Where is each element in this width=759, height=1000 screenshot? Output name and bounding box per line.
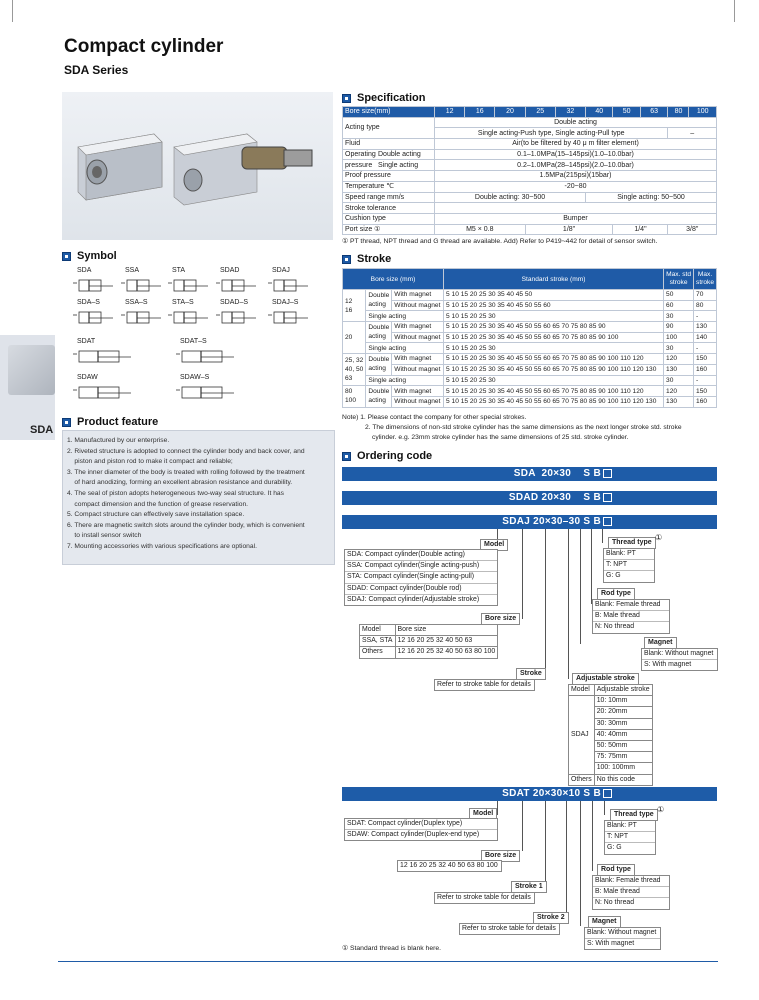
spec-bore: 32 [555, 107, 585, 118]
spec-label: Acting type [343, 117, 435, 138]
option-item: G: G [607, 844, 622, 852]
order-code-sda [342, 467, 717, 481]
leader-line [602, 529, 603, 543]
label-model: Model [480, 539, 508, 551]
stroke-max-std: 30 [664, 311, 694, 322]
spec-value: 3/8" [668, 224, 717, 235]
stroke-max: 160 [694, 364, 717, 375]
order-code-text: SDAT 20×30×10 S B [502, 788, 601, 799]
symbol-label: SDAJ [272, 267, 290, 274]
spec-value: 1/8" [525, 224, 613, 235]
thread2-list [604, 820, 656, 855]
option-item: N: No thread [595, 623, 635, 631]
order-code-text: SDAJ 20×30–30 S B [502, 516, 601, 527]
leader-line [522, 529, 523, 619]
leader-line [604, 801, 605, 815]
symbol-label: STA–S [172, 299, 194, 306]
stroke-std: 5 10 15 20 25 30 [444, 375, 664, 386]
stroke-act [366, 290, 392, 311]
stroke-max: - [694, 375, 717, 386]
stroke-bore-text: 63 [345, 375, 353, 383]
feature-heading: Product feature [62, 416, 158, 428]
stroke-type: With magnet [392, 290, 444, 301]
stroke-row [343, 364, 717, 375]
stroke-max: 80 [694, 300, 717, 311]
section-bullet-icon [62, 252, 71, 261]
stroke-act: Single acting [366, 375, 444, 386]
stroke-std: 5 10 15 20 25 30 35 40 45 50 55 60 65 70 75 80 85 90 100 110 120 130 [444, 396, 664, 407]
stroke-type: Without magnet [392, 300, 444, 311]
cylinder-symbol-icon [73, 311, 117, 325]
adj-value: 75: 75mm [594, 752, 652, 763]
bore2-values: 12 16 20 25 32 40 50 63 80 100 [400, 862, 498, 869]
leader-line [568, 529, 569, 679]
stroke-act [366, 322, 392, 343]
spec-value: Single acting-Push type, Single acting-Pull type [435, 128, 668, 139]
spec-bore: 12 [435, 107, 465, 118]
spec-label: Operating [345, 151, 376, 159]
option-item: Blank: Female thread [593, 876, 669, 887]
stroke-std: 5 10 15 20 25 30 35 40 45 50 55 60 65 70 75 80 85 90 100 110 120 130 [444, 364, 664, 375]
adj-model: Others [569, 774, 595, 785]
symbol-label: SDAD [220, 267, 240, 274]
spec-bore: 25 [525, 107, 555, 118]
stroke-max-std: 60 [664, 300, 694, 311]
cylinder-symbol-icon [216, 279, 260, 293]
code-box [603, 789, 612, 798]
spec-label: Single acting [378, 161, 419, 169]
stroke-bore [343, 290, 366, 322]
cylinder-symbol-icon [268, 279, 312, 293]
stroke-max: - [694, 343, 717, 354]
stroke-std: 5 10 15 20 25 30 35 40 45 50 55 60 65 70 75 80 85 90 100 110 120 [444, 386, 664, 397]
rod-list [592, 599, 670, 634]
feature-item: piston and piston rod to make it compact and reliable; [67, 458, 233, 466]
option-item: N: No thread [595, 899, 635, 907]
option-item: SSA: Compact cylinder(Single acting-push) [345, 561, 497, 572]
bore2-list [397, 860, 502, 872]
stroke-act [366, 386, 392, 407]
label-model-2: Model [469, 808, 497, 820]
stroke-max-std: 30 [664, 343, 694, 354]
stroke-act-text: acting [368, 365, 386, 373]
label-stroke: Stroke [516, 668, 546, 680]
stroke-max-std: 30 [664, 375, 694, 386]
stroke-std: 5 10 15 20 25 30 [444, 311, 664, 322]
spec-table [342, 106, 717, 235]
spec-label: Double acting [378, 151, 421, 159]
symbol-label: SDA–S [77, 299, 100, 306]
spec-op-label-cell [343, 149, 435, 160]
spec-label: Speed range mm/s [343, 192, 435, 203]
symbol-label: SSA [125, 267, 140, 274]
leader-line [591, 529, 592, 604]
adjustable-stroke-table [568, 684, 653, 786]
side-tab-photo [8, 345, 55, 395]
stroke-std: 5 10 15 20 25 30 35 40 45 50 55 60 65 70 75 80 85 90 100 110 120 [444, 354, 664, 365]
stroke-row [343, 386, 717, 397]
option-item: Blank: PT [604, 549, 654, 560]
ordering-heading: Ordering code [342, 450, 432, 462]
stroke-bore-text: 40, 50 [345, 366, 364, 374]
footnote: ① Standard thread is blank here. [342, 945, 442, 952]
stroke-row [343, 311, 717, 322]
stroke-col-std: Standard stroke (mm) [444, 269, 664, 290]
label-stroke-1: Stroke 1 [511, 881, 547, 893]
stroke-act-text: Double [368, 388, 390, 396]
spec-value: 0.1–1.0MPa(15–145psi)(1.0–10.0bar) [435, 149, 717, 160]
spec-bore-label: Bore size(mm) [343, 107, 435, 118]
stroke2-ref-text: Refer to stroke table for details [462, 925, 556, 932]
label-stroke-2: Stroke 2 [533, 912, 569, 924]
stroke-std: 5 10 15 20 25 30 [444, 343, 664, 354]
stroke-note-1: Note) 1. Please contact the company for other special strokes. [342, 414, 527, 421]
stroke-max-std: 50 [664, 290, 694, 301]
option-item: T: NPT [604, 560, 654, 571]
stroke1-ref-text: Refer to stroke table for details [437, 894, 531, 901]
spec-bore: 50 [613, 107, 640, 118]
stroke-row [343, 396, 717, 407]
page-title: Compact cylinder [64, 36, 224, 57]
bore-size-table [359, 624, 498, 659]
spec-bore: 40 [586, 107, 613, 118]
option-item: SDAD: Compact cylinder(Double rod) [345, 584, 497, 595]
stroke-act-text: Double [368, 324, 390, 332]
spec-note: ① PT thread, NPT thread and G thread are available. Add) Refer to P419~442 for detail of sensor switch. [342, 238, 658, 245]
adj-value: 20: 20mm [594, 707, 652, 718]
stroke-act-text: acting [368, 301, 386, 309]
stroke-max-std: 120 [664, 386, 694, 397]
cylinder-symbol-icon [73, 350, 133, 364]
spec-label: Fluid [343, 139, 435, 150]
symbol-label: SDAJ–S [272, 299, 299, 306]
spec-bore: 16 [465, 107, 495, 118]
option-item: S: With magnet [644, 661, 692, 669]
symbol-heading: Symbol [62, 250, 117, 262]
stroke-max: 70 [694, 290, 717, 301]
spec-value: Single acting: 50~500 [586, 192, 717, 203]
feature-item: of hard anodizing, forming an excellent abrasion resistance and durability. [67, 479, 293, 487]
stroke-type: With magnet [392, 386, 444, 397]
spec-op-label-cell [343, 160, 435, 171]
feature-item: to install sensor switch [67, 532, 142, 540]
spec-label: Stroke tolerance [343, 203, 435, 214]
stroke-note-2: 2. The dimensions of non-std stroke cylinder has the same dimensions as the next longer stroke std. stroke [365, 424, 682, 431]
feature-item: 2. Riveted structure is adopted to connect the cylinder body and back cover, and [67, 447, 305, 455]
bore-row [360, 647, 498, 658]
stroke-bore-text: 100 [345, 397, 357, 405]
bore-cell: Bore size [395, 625, 498, 636]
magnet-list [641, 648, 718, 671]
stroke-bore-text: 20 [345, 334, 353, 342]
stroke-heading: Stroke [342, 253, 391, 265]
cylinder-symbol-icon [176, 350, 236, 364]
stroke-type: Without magnet [392, 332, 444, 343]
leader-line [580, 801, 581, 926]
stroke-row [343, 354, 717, 365]
stroke-row [343, 300, 717, 311]
stroke-type: Without magnet [392, 396, 444, 407]
option-item: Blank: PT [605, 821, 655, 832]
label-rod-type: Rod type [597, 588, 635, 600]
option-item: Blank: Without magnet [642, 649, 717, 660]
stroke-max: 140 [694, 332, 717, 343]
stroke-std: 5 10 15 20 25 30 35 40 45 50 55 60 65 70 75 80 85 90 [444, 322, 664, 333]
stroke-max: 130 [694, 322, 717, 333]
feature-item: 1. Manufactured by our enterprise. [67, 437, 170, 444]
stroke-act-text: acting [368, 333, 386, 341]
stroke-act [366, 354, 392, 375]
stroke2-ref [459, 923, 560, 935]
product-photo [62, 92, 333, 240]
side-tab-label: SDA [30, 424, 54, 436]
feature-box [62, 430, 335, 565]
symbol-label: SSA–S [125, 299, 148, 306]
model-list [344, 549, 498, 606]
stroke-col-bore: Bore size (mm) [343, 269, 444, 290]
stroke-std: 5 10 15 20 25 30 35 40 45 50 55 60 65 70 75 80 85 90 100 [444, 332, 664, 343]
spec-value: Double acting [435, 117, 717, 128]
series-subtitle: SDA Series [64, 63, 129, 77]
stroke-max: 160 [694, 396, 717, 407]
label-magnet: Magnet [644, 637, 677, 649]
bore-cell: 12 16 20 25 32 40 50 63 [395, 636, 498, 647]
label-adjustable-stroke: Adjustable stroke [572, 673, 639, 685]
stroke-row [343, 375, 717, 386]
adj-row [569, 696, 653, 707]
adj-model: SDAJ [569, 696, 595, 774]
stroke-max: 150 [694, 354, 717, 365]
stroke-row [343, 322, 717, 333]
label-bore-size: Bore size [481, 613, 520, 625]
stroke-act-text: Double [368, 292, 390, 300]
spec-label: Temperature ℃ [343, 181, 435, 192]
spec-value: M5 × 0.8 [435, 224, 526, 235]
stroke-act-text: acting [368, 397, 386, 405]
magnet2-list [584, 927, 661, 950]
spec-bore: 80 [668, 107, 689, 118]
spec-value: -20~80 [435, 181, 717, 192]
spec-label: Proof pressure [343, 171, 435, 182]
stroke-act: Single acting [366, 343, 444, 354]
model2-list [344, 818, 498, 841]
thread-mark-2: ① [657, 805, 665, 814]
adj-value: 40: 40mm [594, 729, 652, 740]
adj-value: 10: 10mm [594, 696, 652, 707]
code-box [603, 469, 612, 478]
crop-mark-tr [734, 0, 735, 22]
leader-line [522, 801, 523, 851]
stroke-col-max2: Max. stroke [694, 269, 717, 290]
code-box [603, 517, 612, 526]
stroke-table [342, 268, 717, 408]
section-bullet-icon [342, 94, 351, 103]
option-item: T: NPT [605, 832, 655, 843]
bore-cell: SSA, STA [360, 636, 396, 647]
label-magnet-2: Magnet [588, 916, 621, 928]
spec-value: 0.2–1.0MPa(28–145psi)(2.0–10.0bar) [435, 160, 717, 171]
bottom-rule [58, 961, 718, 962]
stroke-type: With magnet [392, 322, 444, 333]
adj-value: No this code [594, 774, 652, 785]
leader-line [580, 529, 581, 644]
option-item: SDAW: Compact cylinder(Duplex-end type) [347, 831, 480, 839]
adj-head: Model [569, 685, 595, 696]
stroke-row [343, 332, 717, 343]
adj-value: 50: 50mm [594, 741, 652, 752]
feature-item: 5. Compact structure can effectively save installation space. [67, 511, 245, 519]
stroke-max: - [694, 311, 717, 322]
cylinder-symbol-icon [168, 279, 212, 293]
thread-mark: ① [655, 533, 663, 542]
stroke-bore-text: 80 [345, 388, 353, 396]
cylinder-symbol-icon [268, 311, 312, 325]
cylinder-symbol-icon [121, 279, 165, 293]
spec-label: Cushion type [343, 213, 435, 224]
stroke-max-std: 130 [664, 364, 694, 375]
option-item: Blank: Female thread [593, 600, 669, 611]
order-code-sdat [342, 787, 717, 801]
stroke-std: 5 10 15 20 25 30 35 40 45 50 [444, 290, 664, 301]
leader-line [545, 801, 546, 886]
spec-value: 1.5MPa(215psi)(15bar) [435, 171, 717, 182]
stroke-type: With magnet [392, 354, 444, 365]
code-box [603, 493, 612, 502]
stroke-ref [434, 679, 535, 691]
crop-mark-tl [12, 0, 13, 22]
feature-item: 7. Mounting accessories with various specifications are optional. [67, 542, 257, 550]
option-item: SDAT: Compact cylinder(Duplex type) [345, 819, 497, 830]
symbol-label: SDAW [77, 374, 98, 381]
stroke-col-max1: Max. std stroke [664, 269, 694, 290]
label-rod-type-2: Rod type [597, 864, 635, 876]
stroke-max: 150 [694, 386, 717, 397]
adj-head: Adjustable stroke [594, 685, 652, 696]
symbol-area [62, 264, 337, 410]
bore-row [360, 636, 498, 647]
symbol-label: SDAT–S [180, 338, 207, 345]
spec-value: Double acting: 30~500 [435, 192, 586, 203]
spec-value: 1/4" [613, 224, 668, 235]
spec-value: Air(to be filtered by 40 μ m filter element) [435, 139, 717, 150]
symbol-label: SDA [77, 267, 92, 274]
bore-row [360, 625, 498, 636]
spec-bore: 100 [689, 107, 717, 118]
option-item: Blank: Without magnet [585, 928, 660, 939]
stroke-act-text: Double [368, 356, 390, 364]
section-bullet-icon [62, 418, 71, 427]
cylinder-symbol-icon [73, 279, 117, 293]
option-item: S: With magnet [587, 940, 635, 948]
option-item: SDA: Compact cylinder(Double acting) [345, 550, 497, 561]
order-code-text: SDAD 20×30 S B [508, 492, 601, 503]
feature-item: 4. The seal of piston adopts heterogeneous two-way seal structure. It has [67, 489, 284, 497]
cylinder-symbol-icon [168, 311, 212, 325]
feature-item: 3. The inner diameter of the body is treated with rolling followed by the treatment [67, 468, 305, 476]
spec-value: Bumper [435, 213, 717, 224]
option-item: SDAJ: Compact cylinder(Adjustable stroke) [347, 595, 480, 603]
thread2-label-text: Thread type [614, 811, 654, 818]
adj-head-row [569, 685, 653, 696]
thread-list [603, 548, 655, 583]
option-item: STA: Compact cylinder(Single acting-pull) [345, 572, 497, 583]
stroke-bore-text: 25, 32 [345, 357, 364, 365]
bore-cell: 12 16 20 25 32 40 50 63 80 100 [395, 647, 498, 658]
stroke-act: Single acting [366, 311, 444, 322]
spec-bore: 20 [495, 107, 525, 118]
spec-heading: Specification [342, 92, 425, 104]
stroke-bore [343, 354, 366, 386]
cylinder-symbol-icon [216, 311, 260, 325]
stroke-type: Without magnet [392, 364, 444, 375]
cylinder-symbol-icon [121, 311, 165, 325]
rod2-list [592, 875, 670, 910]
order-code-sdad [342, 491, 717, 505]
option-item: B: Male thread [593, 611, 669, 622]
symbol-label: SDAD–S [220, 299, 249, 306]
cylinder-symbol-icon [73, 386, 133, 400]
feature-item: 6. There are magnetic switch slots around the cylinder body, which is convenient [67, 521, 305, 529]
spec-bore: 63 [640, 107, 668, 118]
spec-label: Port size ① [343, 224, 435, 235]
adj-value: 30: 30mm [594, 718, 652, 729]
symbol-label: SDAT [77, 338, 96, 345]
stroke-bore [343, 386, 366, 407]
symbol-label: STA [172, 267, 186, 274]
option-item: B: Male thread [593, 887, 669, 898]
order-code-sdaj [342, 515, 717, 529]
stroke-row [343, 343, 717, 354]
stroke-max-std: 100 [664, 332, 694, 343]
label-bore-size-2: Bore size [481, 850, 520, 862]
stroke-note-3: cylinder. e.g. 23mm stroke cylinder has the same dimensions of 25 std. stroke cylinder. [372, 434, 629, 441]
stroke-bore [343, 322, 366, 354]
option-item: G: G [606, 572, 621, 580]
stroke1-ref [434, 892, 535, 904]
stroke-max-std: 120 [664, 354, 694, 365]
leader-line [592, 801, 593, 871]
cylinder-symbol-icon [176, 386, 236, 400]
stroke-max-std: 90 [664, 322, 694, 333]
adj-value: 100: 100mm [594, 763, 652, 774]
adj-row [569, 774, 653, 785]
leader-line [545, 529, 546, 674]
stroke-bore-text: 12 [345, 297, 353, 305]
spec-value: – [668, 128, 717, 139]
stroke-std: 5 10 15 20 25 30 35 40 45 50 55 60 [444, 300, 664, 311]
stroke-row [343, 290, 717, 301]
spec-label: pressure [345, 161, 373, 169]
stroke-ref-text: Refer to stroke table for details [437, 681, 531, 688]
spec-value [435, 203, 717, 214]
order-code-text: SDA 20×30 S B [513, 468, 601, 479]
stroke-max-std: 130 [664, 396, 694, 407]
section-bullet-icon [342, 452, 351, 461]
stroke-bore-text: 16 [345, 306, 353, 314]
feature-item: compact dimension and the function of grease reservation. [67, 500, 249, 508]
symbol-label: SDAW–S [180, 374, 210, 381]
section-bullet-icon [342, 255, 351, 264]
bore-cell: Others [360, 647, 396, 658]
leader-line [566, 801, 567, 919]
thread-label-text: Thread type [612, 539, 652, 546]
bore-cell: Model [360, 625, 396, 636]
